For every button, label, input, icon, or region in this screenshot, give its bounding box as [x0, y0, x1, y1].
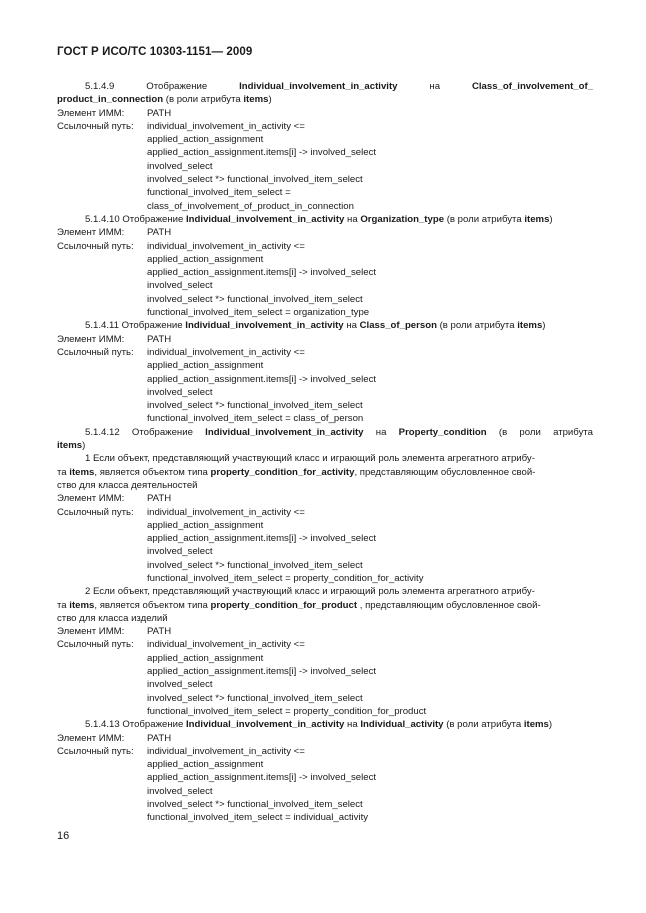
clause-heading-5-1-4-13 — [57, 718, 593, 731]
path-line: functional_involved_item_select = class_of_person — [147, 413, 364, 425]
path-line: functional_involved_item_select = property_condition_for_activity — [147, 572, 424, 584]
note-text: та — [57, 466, 70, 478]
path-line: functional_involved_item_select = property_condition_for_product — [147, 705, 427, 717]
heading-text: (в роли атрибута — [436, 320, 518, 332]
element-label: Элемент ИММ: — [57, 626, 125, 638]
path-line: individual_involvement_in_activity <= — [147, 639, 305, 651]
element-row — [57, 732, 593, 745]
path-line: applied_action_assignment.items[i] -> involved_select — [147, 373, 377, 385]
element-value: PATH — [147, 333, 172, 345]
note-text: , является объектом типа — [94, 599, 211, 611]
path-label: Ссылочный путь: — [57, 639, 134, 651]
heading-entity: Class_of_person — [359, 320, 437, 332]
path-label: Ссылочный путь: — [57, 346, 134, 358]
path-line: involved_select *> functional_involved_item_select — [147, 692, 363, 704]
heading-text: на — [344, 719, 361, 731]
path-row — [57, 745, 593, 758]
path-row — [57, 638, 593, 651]
heading-text: на — [429, 81, 441, 92]
heading-entity: Individual_involvement_in_activity — [185, 320, 344, 332]
clause-heading-5-1-4-9 — [57, 80, 593, 93]
heading-attr: items — [524, 213, 550, 225]
element-row — [57, 107, 593, 120]
element-label: Элемент ИММ: — [57, 493, 125, 505]
heading-entity: Property_condition — [398, 426, 487, 438]
path-row — [57, 240, 593, 253]
path-line: involved_select — [147, 280, 213, 292]
heading-text: 5.1.4.10 Отображение — [85, 213, 187, 225]
heading-attr: items — [243, 94, 269, 106]
path-line: applied_action_assignment — [147, 253, 264, 265]
clause-heading-cont — [57, 93, 593, 106]
heading-text: ) — [542, 320, 546, 332]
path-line: class_of_involvement_of_product_in_connection — [147, 200, 354, 212]
heading-text: 5.1.4.12 Отображение — [85, 426, 206, 438]
element-value: PATH — [147, 732, 172, 744]
path-line: applied_action_assignment — [147, 652, 264, 664]
heading-entity: Individual_involvement_in_activity — [186, 719, 345, 731]
path-line: individual_involvement_in_activity <= — [147, 240, 305, 252]
path-line: involved_select — [147, 785, 213, 797]
note-attr: items — [69, 599, 95, 611]
note-1-line: ство для класса деятельностей — [57, 479, 198, 491]
heading-text: на — [343, 320, 360, 332]
note-attr: items — [69, 466, 95, 478]
path-line: functional_involved_item_select = organization_type — [147, 307, 370, 319]
element-value: PATH — [147, 626, 172, 638]
heading-text: 5.1.4.9 Отображение — [85, 81, 208, 92]
path-line: individual_involvement_in_activity <= — [147, 346, 305, 358]
path-row — [57, 346, 593, 359]
element-value: PATH — [147, 107, 172, 119]
path-line: applied_action_assignment — [147, 134, 264, 146]
heading-text: ) — [82, 440, 86, 452]
path-line: individual_involvement_in_activity <= — [147, 745, 305, 757]
note-text: , является объектом типа — [94, 466, 211, 478]
note-entity: property_condition_for_product — [210, 599, 358, 611]
heading-entity: Individual_involvement_in_activity — [205, 426, 364, 438]
heading-entity: Organization_type — [360, 213, 445, 225]
path-line: involved_select *> functional_involved_item_select — [147, 559, 363, 571]
path-line: involved_select *> functional_involved_item_select — [147, 293, 363, 305]
heading-text: (в роли атрибута — [163, 94, 244, 106]
note-text: та — [57, 599, 70, 611]
path-line: applied_action_assignment.items[i] -> involved_select — [147, 147, 377, 159]
note-2-line: 2 Если объект, представляющий участвующий класс и играющий роль элемента агрегатного атрибу- — [85, 586, 535, 598]
heading-entity: Class_of_involvement_of_ — [471, 81, 593, 92]
heading-attr: items — [523, 719, 549, 731]
path-line: functional_involved_item_select = individual_activity — [147, 812, 369, 824]
document-body — [57, 80, 593, 825]
document-header: ГОСТ Р ИСО/ТС 10303-1151— 2009 — [57, 46, 253, 58]
path-row — [57, 120, 593, 133]
note-text: , представляющим обусловленное свой- — [357, 599, 541, 611]
element-row — [57, 226, 593, 239]
note-entity: property_condition_for_activity — [210, 466, 355, 478]
page-number: 16 — [57, 830, 70, 842]
path-line: involved_select — [147, 386, 213, 398]
path-line: applied_action_assignment — [147, 519, 264, 531]
heading-text: (в роли атрибута — [443, 719, 524, 731]
path-line: involved_select *> functional_involved_item_select — [147, 174, 363, 186]
path-line: involved_select *> functional_involved_item_select — [147, 400, 363, 412]
element-value: PATH — [147, 493, 172, 505]
heading-entity: Individual_activity — [360, 719, 444, 731]
path-row — [57, 506, 593, 519]
heading-text: (в роли атрибута — [444, 213, 525, 225]
path-line: applied_action_assignment.items[i] -> involved_select — [147, 772, 377, 784]
path-line: involved_select — [147, 160, 213, 172]
element-row — [57, 625, 593, 638]
heading-text: 5.1.4.13 Отображение — [85, 719, 187, 731]
heading-text: ) — [549, 213, 553, 225]
element-label: Элемент ИММ: — [57, 107, 125, 119]
note-1-line — [57, 466, 593, 479]
path-line: involved_select *> functional_involved_item_select — [147, 799, 363, 811]
path-line: applied_action_assignment.items[i] -> involved_select — [147, 267, 377, 279]
path-line: individual_involvement_in_activity <= — [147, 120, 305, 132]
heading-text: на — [344, 213, 361, 225]
note-text: , представляющим обусловленное свой- — [354, 466, 536, 478]
heading-text: ) — [268, 94, 272, 106]
path-line: applied_action_assignment.items[i] -> involved_select — [147, 533, 377, 545]
path-line: involved_select — [147, 679, 213, 691]
path-line: functional_involved_item_select = — [147, 187, 291, 199]
clause-heading-5-1-4-11 — [57, 319, 593, 332]
clause-heading-5-1-4-10 — [57, 213, 593, 226]
heading-text: ) — [548, 719, 553, 731]
heading-entity: product_in_connection — [57, 94, 164, 106]
note-2-line: ство для класса изделий — [57, 612, 168, 624]
note-1-line: 1 Если объект, представляющий участвующий класс и играющий роль элемента агрегатного атрибу- — [85, 453, 535, 465]
path-line: applied_action_assignment — [147, 759, 264, 771]
heading-entity: Individual_involvement_in_activity — [186, 213, 345, 225]
path-label: Ссылочный путь: — [57, 120, 134, 132]
path-line: applied_action_assignment — [147, 360, 264, 372]
path-line: involved_select — [147, 546, 213, 558]
note-2-line — [57, 599, 593, 612]
heading-attr: items — [57, 440, 83, 452]
path-label: Ссылочный путь: — [57, 240, 134, 252]
heading-entity: Individual_involvement_in_activity — [239, 81, 398, 92]
path-line: individual_involvement_in_activity <= — [147, 506, 305, 518]
element-row — [57, 333, 593, 346]
element-label: Элемент ИММ: — [57, 333, 125, 345]
path-label: Ссылочный путь: — [57, 506, 134, 518]
clause-heading-cont — [57, 439, 593, 452]
element-value: PATH — [147, 227, 172, 239]
heading-attr: items — [517, 320, 543, 332]
path-line: applied_action_assignment.items[i] -> involved_select — [147, 666, 377, 678]
heading-text: на — [363, 426, 399, 438]
heading-text: (в роли атрибута — [486, 426, 593, 438]
path-label: Ссылочный путь: — [57, 745, 134, 757]
element-row — [57, 492, 593, 505]
element-label: Элемент ИММ: — [57, 732, 125, 744]
heading-text: 5.1.4.11 Отображение — [85, 320, 186, 332]
element-label: Элемент ИММ: — [57, 227, 125, 239]
clause-heading-5-1-4-12 — [57, 426, 593, 439]
